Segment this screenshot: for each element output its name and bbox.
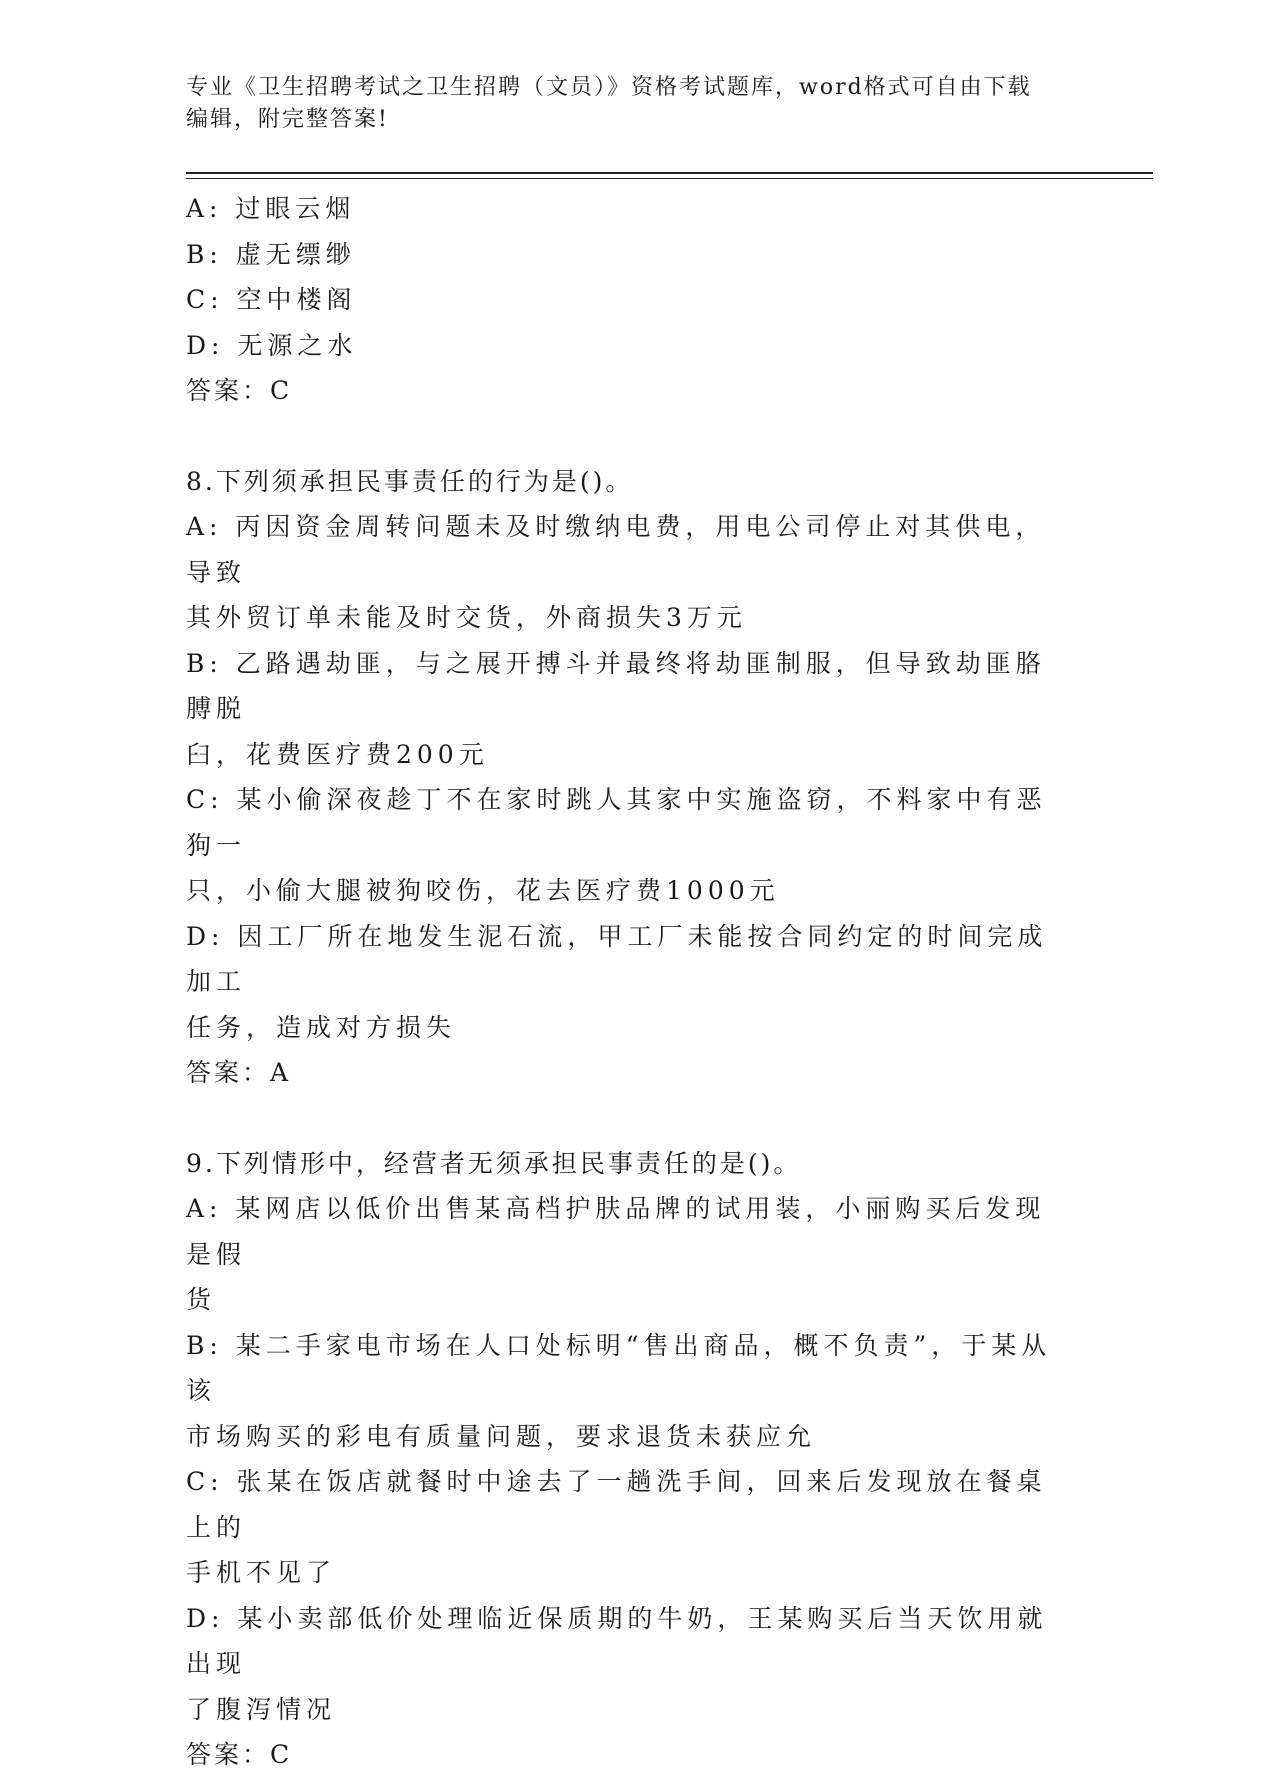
question-7 [186, 186, 1066, 414]
q8-answer-label: 答案： [186, 1058, 271, 1087]
q8-option-d-line-1: D: 因工厂所在地发生泥石流，甲工厂未能按合同约定的时间完成加工 [186, 921, 1048, 996]
q8-option-c-line-2: 只，小偷大腿被狗咬伤，花去医疗费1000元 [186, 876, 780, 905]
q9-option-a-line-2: 货 [186, 1285, 217, 1314]
header-rule-thick [186, 172, 1153, 174]
q8-option-a-line-2: 其外贸订单未能及时交货，外商损失3万元 [186, 603, 747, 632]
q7-answer-label: 答案： [186, 376, 271, 405]
q7-option-d: D: 无源之水 [186, 330, 358, 360]
q9-option-b-line-2: 市场购买的彩电有质量问题，要求退货未获应允 [186, 1421, 817, 1451]
header-rule-thin [186, 178, 1153, 179]
q8-option-b-line-2: 臼，花费医疗费200元 [186, 739, 489, 769]
document-header [186, 72, 1066, 136]
q9-option-d-line-2: 了腹泻情况 [186, 1694, 337, 1724]
document-body [186, 186, 1066, 1778]
q8-answer [186, 1050, 1066, 1096]
q9-answer-value: C [270, 1740, 291, 1769]
q7-option-a: A: 过眼云烟 [186, 194, 356, 223]
q9-title: 9.下列情形中，经营者无须承担民事责任的是()。 [186, 1148, 802, 1178]
q8-option-d-line-2: 任务，造成对方损失 [186, 1012, 457, 1042]
header-line-1: 专业《卫生招聘考试之卫生招聘（文员）》资格考试题库，word格式可自由下载 [186, 75, 1032, 100]
q9-option-a-line-1: A: 某网店以低价出售某高档护肤品牌的试用装，小丽购买后发现是假 [186, 1194, 1046, 1269]
q7-option-c: C: 空中楼阁 [186, 285, 357, 314]
q8-option-b-line-1: B: 乙路遇劫匪，与之展开搏斗并最终将劫匪制服，但导致劫匪胳膊脱 [186, 648, 1046, 723]
q9-option-d-line-1: D: 某小卖部低价处理临近保质期的牛奶，王某购买后当天饮用就出现 [186, 1603, 1048, 1678]
q7-option-b: B: 虚无缥缈 [186, 239, 356, 269]
q8-option-a-line-1: A: 丙因资金周转问题未及时缴纳电费，用电公司停止对其供电，导致 [186, 512, 1046, 587]
q8-answer-value: A [270, 1058, 290, 1087]
q9-answer [186, 1732, 1066, 1778]
q7-answer-value: C [270, 376, 291, 405]
q7-answer [186, 368, 1066, 414]
question-9 [186, 1141, 1066, 1778]
q9-option-c-line-1: C: 张某在饭店就餐时中途去了一趟洗手间，回来后发现放在餐桌上的 [186, 1467, 1047, 1542]
q9-option-c-line-2: 手机不见了 [186, 1558, 337, 1587]
header-line-2: 编辑，附完整答案! [186, 107, 389, 132]
q8-option-c-line-1: C: 某小偷深夜趁丁不在家时跳人其家中实施盗窃，不料家中有恶狗一 [186, 785, 1047, 860]
question-8 [186, 459, 1066, 1096]
q9-option-b-line-1: B: 某二手家电市场在人口处标明“售出商品，概不负责”，于某从该 [186, 1330, 1052, 1405]
q8-title: 8.下列须承担民事责任的行为是()。 [186, 466, 634, 496]
q9-answer-label: 答案： [186, 1740, 271, 1769]
